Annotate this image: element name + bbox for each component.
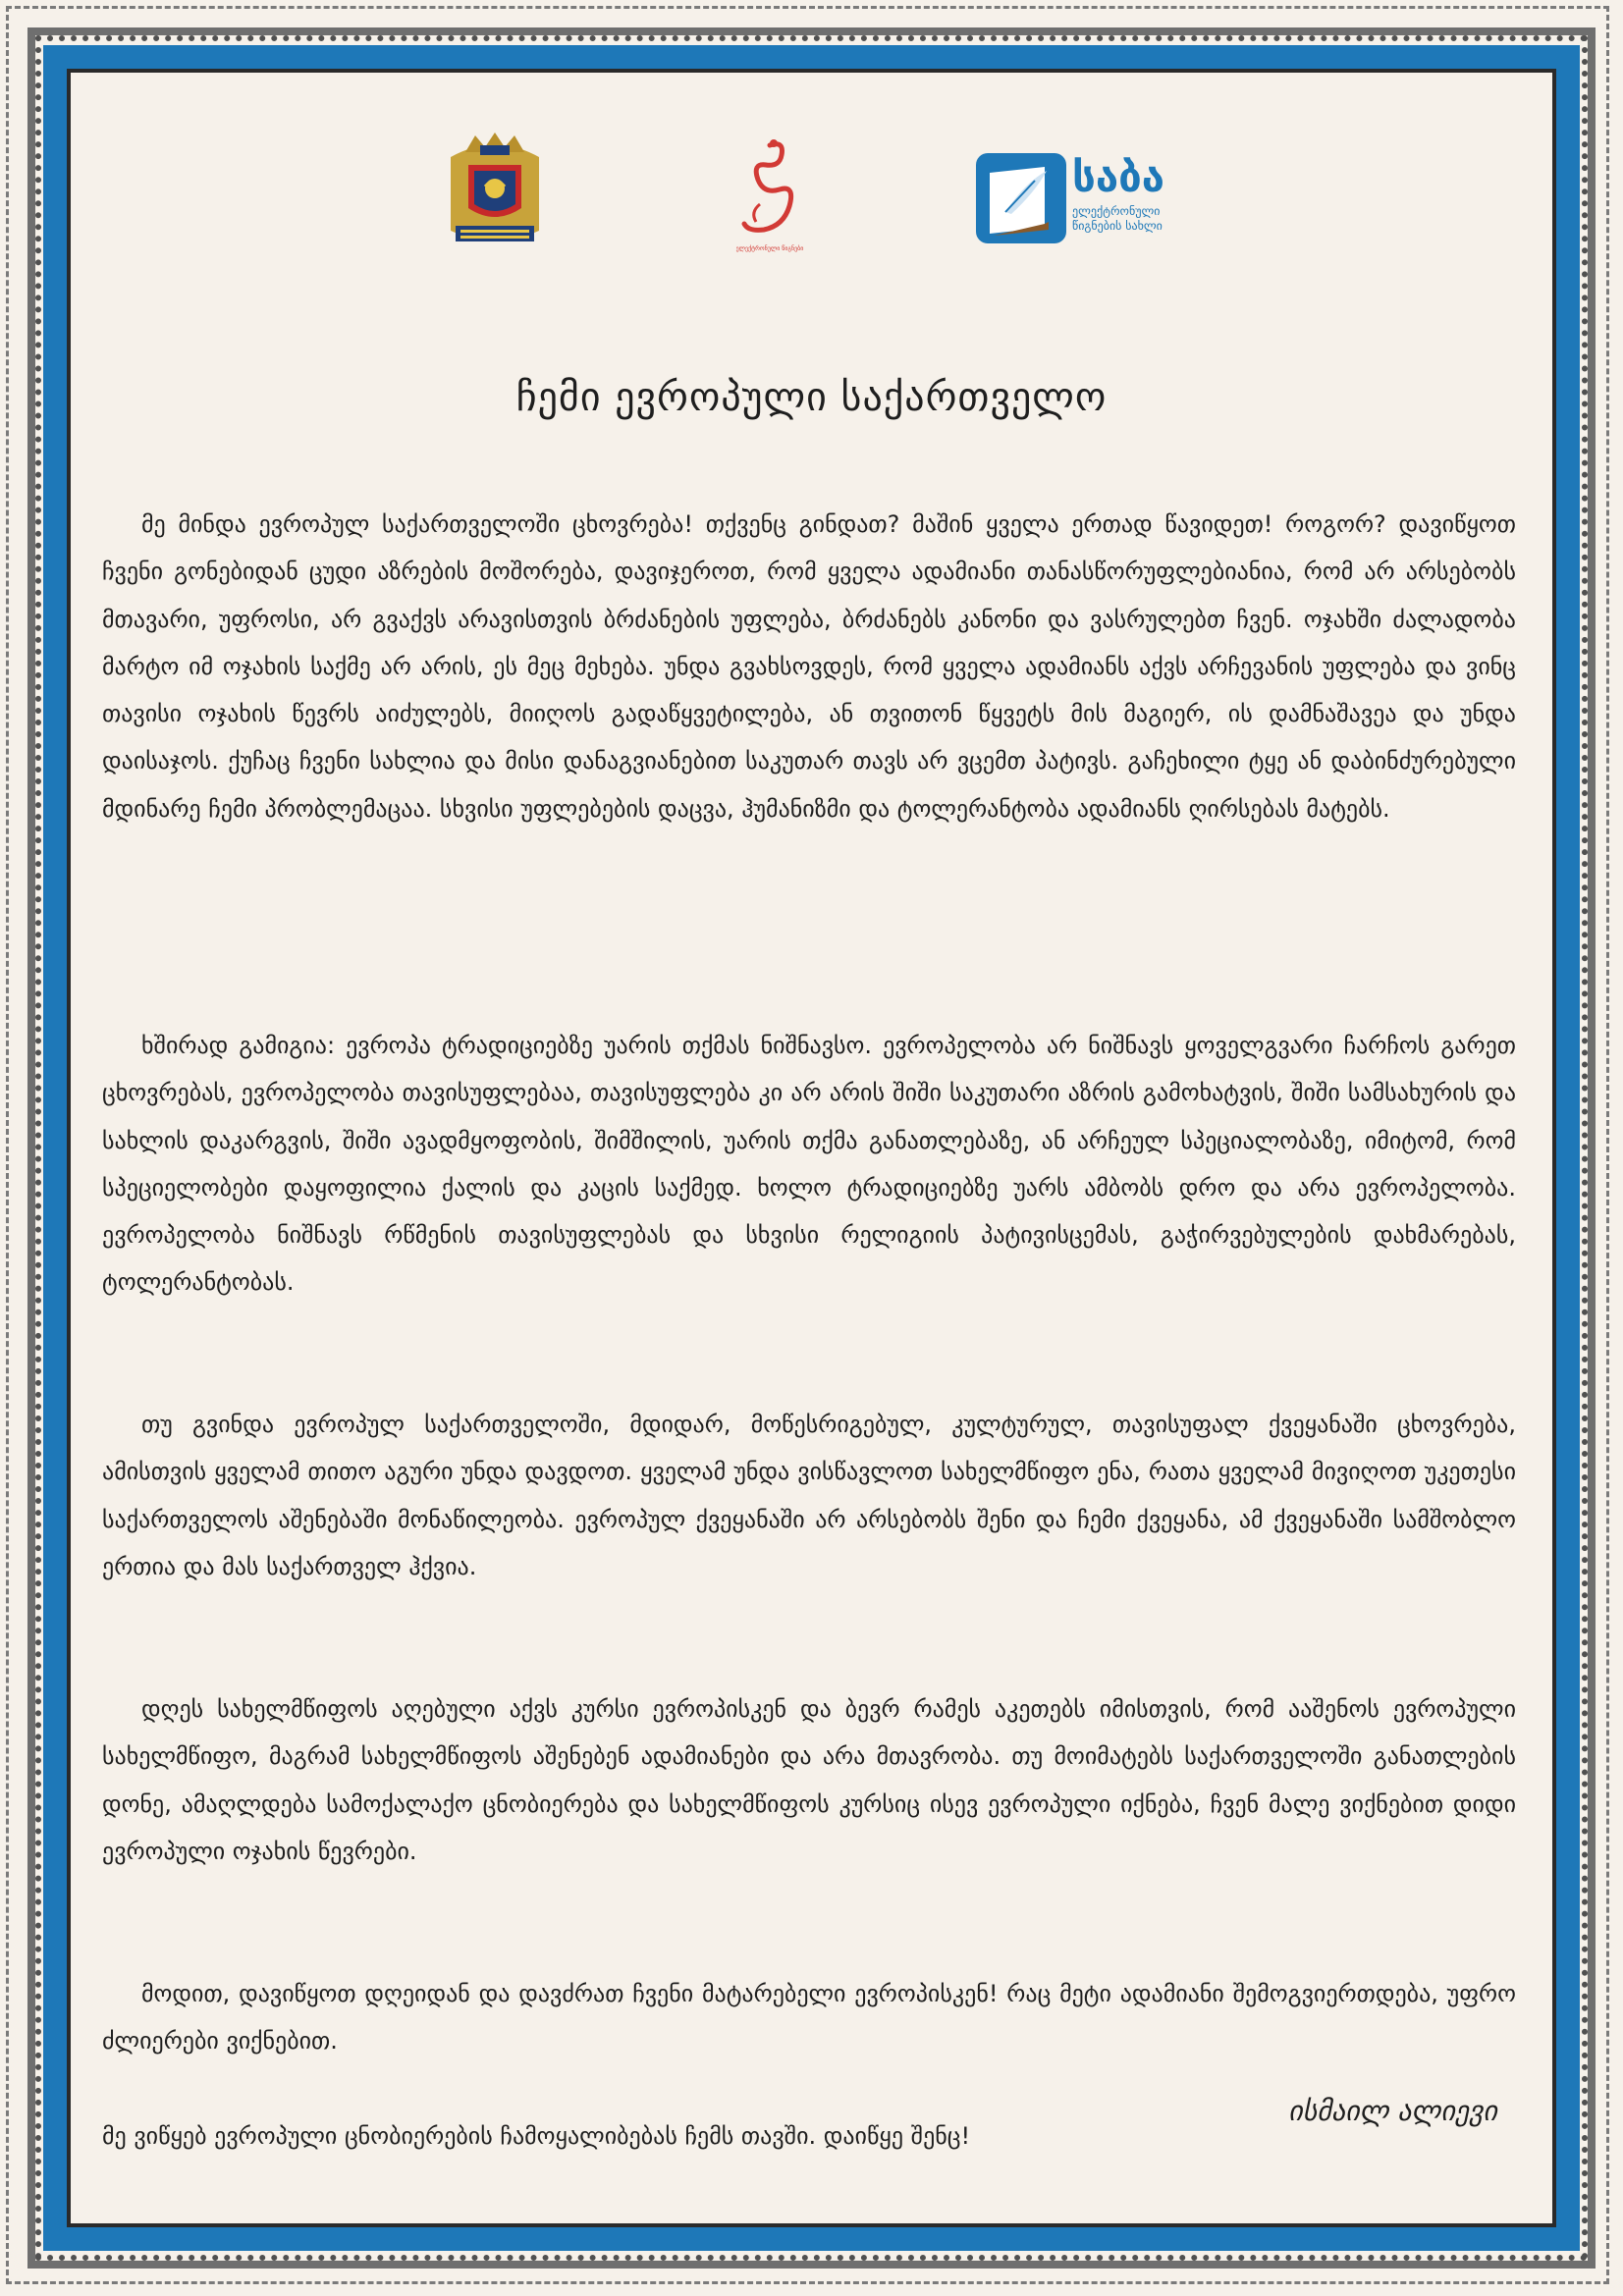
emblem-caption: ელექტრონული წიგნები (735, 245, 804, 252)
red-swirl-emblem-icon (730, 135, 809, 263)
blue-book-feather-icon (976, 153, 1066, 247)
document-body (102, 501, 1516, 2160)
paragraph-1: მე მინდა ევროპულ საქართველოში ცხოვრება! თქვენც გინდათ? მაშინ ყველა ერთად წავიდეთ! როგორ? დავიწყოთ ჩვენი გონებიდან ცუდი აზრების მოშორება, დავიჯეროთ, რომ ყველა ადამიანი თანასწორუფლებიანია, რომ არ არსებობს მთავარი, უფროსი, არ გვაქვს არავისთვის ბრძანების უფლება, ბრძანებს კანონი და ვასრულებთ ჩვენ. ოჯახში ძალადობა მარტო იმ ოჯახის საქმე არ არის, ეს მეც მეხება. უნდა გვახსოვდეს, რომ ყველა ადამიანს აქვს არჩევანის უფლება და ვინც თავისი ოჯახის წევრს აიძულებს, მიიღოს გადაწყვეტილება, ან თვითონ წყვეტს მის მაგიერ, ის დამნაშავეა და უნდა დაისაჯოს. ქუჩაც ჩვენი სახლია და მისი დანაგვიანებით საკუთარ თავს არ ვცემთ პატივს. გაჩეხილი ტყე ან დაბინძურებული მდინარე ჩემი პრობლემაცაა. სხვისი უფლებების დაცვა, ჰუმანიზმი და ტოლერანტობა ადამიანს ღირსებას მატებს. (102, 510, 1516, 823)
paragraph-4: დღეს სახელმწიფოს აღებული აქვს კურსი ევროპისკენ და ბევრ რამეს აკეთებს იმისთვის, რომ ააშენოს ევროპული სახელმწიფო, მაგრამ სახელმწიფოს აშენებენ ადამიანები და არა მთავრობა. თუ მოიმატებს საქართველოში განათლების დონე, ამაღლდება სამოქალაქო ცნობიერება და სახელმწიფოს კურსიც ისევ ევროპული იქნება, ჩვენ მალე ვიქნებით დიდი ევროპული ოჯახის წევრები. (102, 1695, 1516, 1865)
coat-of-arms-icon (431, 128, 559, 255)
document-content (102, 118, 1521, 2199)
paragraph-5: მოდით, დავიწყოთ დღეიდან და დავძრათ ჩვენი მატარებელი ევროპისკენ! რაც მეტი ადამიანი შემოგვიერთდება, უფრო ძლიერები ვიქნებით. (102, 1980, 1516, 2056)
saba-logo (976, 153, 1202, 251)
page-title: ჩემი ევროპული საქართველო (515, 375, 1108, 420)
saba-subtitle: ელექტრონული წიგნების სახლი (1072, 204, 1163, 233)
paragraph-3: თუ გვინდა ევროპულ საქართველოში, მდიდარ, მოწესრიგებულ, კულტურულ, თავისუფალ ქვეყანაში ცხოვრება, ამისთვის ყველამ თითო აგური უნდა დავდოთ. ყველამ უნდა ვისწავლოთ სახელმწიფო ენა, რათა ყველამ მივიღოთ უკეთესი საქართველოს აშენებაში მონაწილეობა. ევროპულ ქვეყანაში არ არსებობს შენი და ჩემი ქვეყანა, ამ ქვეყანაში სამშობლო ერთია და მას საქართველ ჰქვია. (102, 1411, 1516, 1580)
saba-wordmark: საბა (1072, 153, 1165, 201)
paragraph-6: მე ვიწყებ ევროპული ცნობიერების ჩამოყალიბებას ჩემს თავში. დაიწყე შენც! (102, 2122, 971, 2150)
author-signature: ისმაილ ალიევი (1288, 2095, 1497, 2127)
paragraph-2: ხშირად გამიგია: ევროპა ტრადიციებზე უარის თქმას ნიშნავსო. ევროპელობა არ ნიშნავს ყოველგვარი ჩარჩოს გარეთ ცხოვრებას, ევროპელობა თავისუფლებაა, თავისუფლება კი არ არის შიში საკუთარი აზრის გამოხატვის, შიში სამსახურის და სახლის დაკარგვის, შიში ავადმყოფობის, შიმშილის, უარის თქმა განათლებაზე, ან არჩეულ სპეციალობაზე, იმიტომ, რომ სპეციელობები დაყოფილია ქალის და კაცის საქმედ. ხოლო ტრადიციებზე უარს ამბობს დრო და არა ევროპელობა. ევროპელობა ნიშნავს რწმენის თავისუფლებას და სხვისი რელიგიის პატივისცემას, გაჭირვებულების დახმარებას, ტოლერანტობას. (102, 1032, 1516, 1297)
logo-row (102, 118, 1521, 304)
